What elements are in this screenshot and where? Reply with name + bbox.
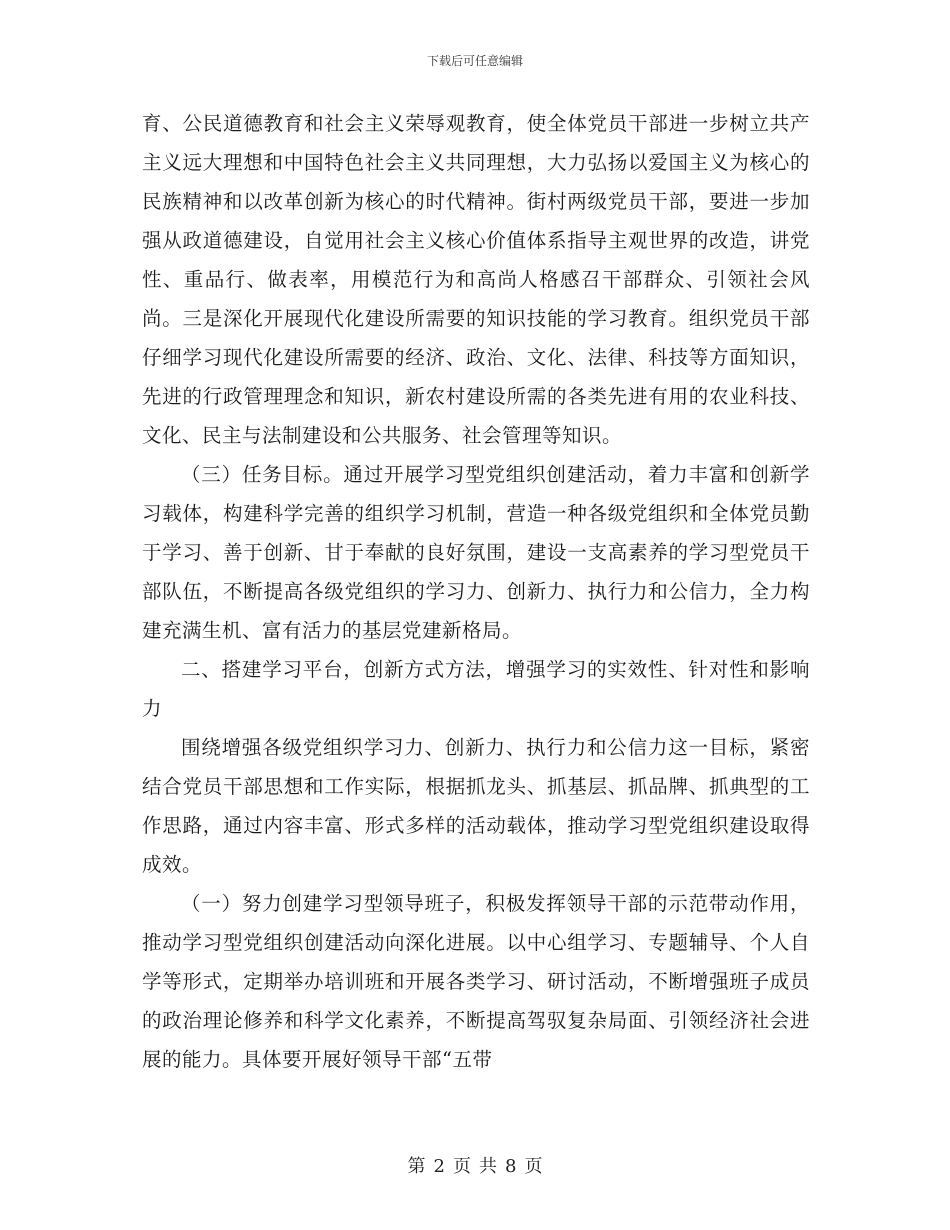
footer-page-number: 2 [433,1156,445,1177]
document-body [142,104,810,1079]
paragraph-leadership: （一）努力创建学习型领导班子，积极发挥领导干部的示范带动作用，推动学习型党组织创建活动向深化进展。以中心组学习、专题辅导、个人自学等形式，定期举办培训班和开展各类学习、研讨活动，不断增强班子成员的政治理论修养和科学文化素养，不断提高驾驭复杂局面、引领经济社会进展的能力。具体要开展好领导干部“五带 [142,892,810,1071]
footer-total-prefix: 共 [479,1156,497,1177]
page-number-footer [0,1155,950,1179]
paragraph-section-intro: 围绕增强各级党组织学习力、创新力、执行力和公信力这一目标，紧密结合党员干部思想和工作实际，根据抓龙头、抓基层、抓品牌、抓典型的工作思路，通过内容丰富、形式多样的活动载体，推动学习型党组织建设取得成效。 [142,736,810,876]
footer-total-pages: 8 [505,1156,517,1177]
footer-prefix: 第 [407,1156,426,1177]
page-header-note: 下载后可任意编辑 [426,54,523,68]
footer-page-unit: 页 [453,1156,471,1177]
paragraph-continuation: 育、公民道德教育和社会主义荣辱观教育，使全体党员干部进一步树立共产主义远大理想和中国特色社会主义共同理想，大力弘扬以爱国主义为核心的民族精神和以改革创新为核心的时代精神。街村两级党员干部，要进一步加强从政道德建设，自觉用社会主义核心价值体系指导主观世界的改造，讲党性、重品行、做表率，用模范行为和高尚人格感召干部群众、引领社会风尚。三是深化开展现代化建设所需要的知识技能的学习教育。组织党员干部仔细学习现代化建设所需要的经济、政治、文化、法律、科技等方面知识，先进的行政管理理念和知识，新农村建设所需的各类先进有用的农业科技、文化、民主与法制建设和公共服务、社会管理等知识。 [142,112,810,447]
footer-total-unit: 页 [524,1156,543,1177]
section-heading-2: 二、搭建学习平台，创新方式方法，增强学习的实效性、针对性和影响力 [142,658,810,720]
paragraph-task-goals: （三）任务目标。通过开展学习型党组织创建活动，着力丰富和创新学习载体，构建科学完善的组织学习机制，营造一种各级党组织和全体党员勤于学习、善于创新、甘于奉献的良好氛围，建设一支高素养的学习型党员干部队伍，不断提高各级党组织的学习力、创新力、执行力和公信力，全力构建充满生机、富有活力的基层党建新格局。 [142,463,810,642]
